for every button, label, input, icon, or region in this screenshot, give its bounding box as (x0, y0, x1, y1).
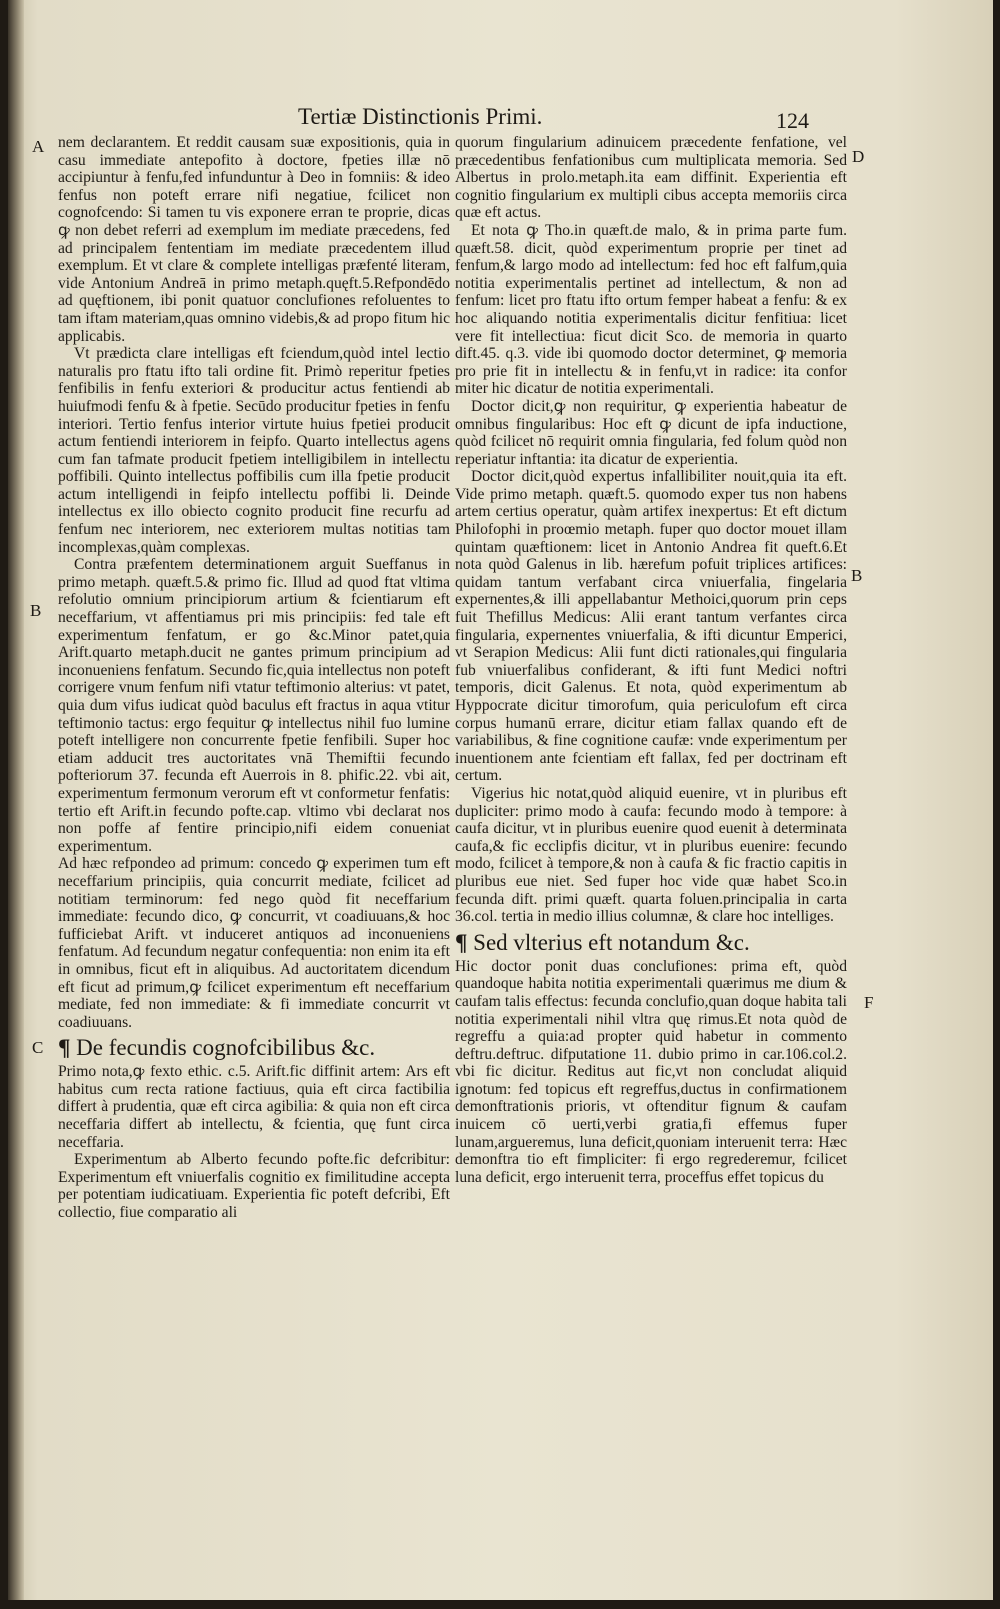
section-heading (455, 929, 847, 957)
paragraph: Vigerius hic notat,quòd aliquid euenire, vt in pluribus eft dupliciter: primo modo à caufa: fecundo modo à tempore: à caufa dicitur, vt in pluribus euenire quod euenit à determinata caufa,& fic ecclipfis dicitur, vt in pluribus euenire: fecundo modo, fcilicet à tempore,& non à caufa & fic fractio capitis in pluribus eue niet. Sed fuper hoc vide quæ habet Sco.in fecunda dift. primi quæft. quarta foluen.principalia in carta 36.col. tertia in medio illius columnæ, & clare hoc intelliges. (455, 784, 847, 926)
margin-letter-c: C (32, 1038, 44, 1057)
margin-letter-f: F (864, 993, 874, 1012)
paragraph: nem declarantem. Et reddit causam suæ expositionis, quia in casu immediate antepofito à doctore, fpeties illæ nō accipiuntur à fenfu,fed infunduntur à Deo in fomniis: & ideo fenfus non poteft errare nifi negatiue, fcilicet non cognofcendo: Si tamen tu vis exponere erran te proprie, dicas ꝙ non debet referri ad exemplum im mediate præcedens, fed ad principalem fententiam im mediate præcedentem illud exemplum. Et vt clare & complete intelligas præfenté literam, vide Antonium Andreā in primo metaph.quęft.5.Refpondēdo ad quęftionem, ibi ponit quatuor conclufiones refoluentes to tam iftam materiam,quas omnino videbis,& ad propo fitum hic applicabis. (58, 134, 450, 345)
right-column (455, 134, 847, 1186)
running-head: Tertiæ Distinctionis Primi. (298, 104, 543, 129)
paragraph: Hic doctor ponit duas conclufiones: prima eft, quòd quandoque habita notitia experimentali quærimus me dium & caufam talis effectus: fecunda conclufio,quan doque habita tali notitia experimentali nihil vltra quę rimus.Et nota quòd de regreffu a quia:ad propter quid habetur in commento deftru.deftruc. difputatione 11. dubio primo in car.106.col.2. vbi fic dicitur. Reditus aut fic,vt non concludat aliquid ignotum: fed topicus eft regreffus,ductus in confirmationem demonftrationis prioris, vt oftenditur fignum & caufam inuicem cō uerti,verbi gratia,fi effemus fuper lunam,argueremus, luna deficit,quoniam interuenit terra: Hæc demonftra tio eft fimpliciter: fi ergo regrederemur, fcilicet luna deficit, ergo interuenit terra, proceffus effet topicus du (455, 957, 847, 1186)
page-number: 124 (776, 108, 809, 133)
paragraph: Et nota ꝙ Tho.in quæft.de malo, & in prima parte fum. quæft.58. dicit, quòd experimentum proprie per tinet ad fenfum,& largo modo ad intellectum: fed hoc eft falfum,quia notitia experimentalis pertinet ad intellectum, & non ad fenfum: licet pro ftatu ifto ortum femper habeat a fenfu: & ex hoc aliquando notitia experimentalis dicitur fenfitiua: licet vere fit intellectiua: ficut dicit Sco. de memoria in quarto dift.45. q.3. vide ibi quomodo doctor determinet, ꝙ memoria pro prie fit in intellectu & in fenfu,vt in radice: ita confor miter hic dicatur de notitia experimentali. (455, 221, 847, 398)
paragraph: quorum fingularium adinuicem præcedente fenfatione, vel præcedentibus fenfationibus cum multiplicata memoria. Sed Albertus in prolo.metaph.ita eam diffinit. Experientia eft cognitio fingularium ex multipli cibus accepta memoriis circa quæ eft actus. (455, 134, 847, 222)
paragraph: Contra præfentem determinationem arguit Sueffanus in primo metaph. quæft.5.& primo fic. Illud ad quod ftat vltima refolutio omnium principiorum artium & fcientiarum eft neceffarium, vt affentiamus pri mis principiis: fed tale eft experimentum fenfatum, er go &c.Minor patet,quia Arift.quarto metaph.ducit ne gantes primum principium ad inconueniens fenfatum. Secundo fic,quia intellectus non poteft corrigere vnum fenfum nifi vtatur teftimonio alterius: vt patet, quia dum vifus iudicat quòd baculus eft fractus in aqua vtitur teftimonio tactus: ergo fequitur ꝙ intellectus nihil fuo lumine poteft intelligere non concurrente fpetie fenfibili. Super hoc etiam adducit tres auctoritates vnā Themiftii fecundo pofteriorum 37. fecunda eft Auerrois in 8. phific.22. vbi ait, experimentum fermonum verorum eft vt conformetur fenfatis: tertio eft Arift.in fecundo pofte.cap. vltimo vbi declarat nos non poffe af fentire principio,nifi eidem conueniat experimentum. (58, 556, 450, 855)
section-heading (58, 1034, 450, 1062)
paragraph: Primo nota,ꝙ fexto ethic. c.5. Arift.fic diffinit artem: Ars eft habitus cum recta ratione factiuus, quia eft circa factibilia differt à prudentia, quæ eft circa agibilia: & quia non eft circa neceffaria differt ab intellectu, & fcientia, quę funt circa neceffaria. (58, 1063, 450, 1151)
paragraph: Experimentum ab Alberto fecundo pofte.fic defcribitur: Experimentum eft vniuerfalis cognitio ex fimilitudine accepta per potentiam iudicatiuam. Experientia fic poteft defcribi, Eft collectio, fiue comparatio ali (58, 1151, 450, 1222)
page-gutter-shadow (8, 0, 24, 1600)
paragraph: Doctor dicit,quòd expertus infallibiliter nouit,quia ita eft. Vide primo metaph. quæft.5. quomodo exper tus non habens artem certius operatur, quàm artifex inexpertus: Et eft dictum Philofophi in proœmio metaph. fuper quo doctor mouet illam quintam quæftionem: licet in Antonio Andrea fit queft.6.Et nota quòd Galenus in lib. hærefum pofuit triplices artifices: quidam tantum verfabant circa vniuerfalia, fingelaria expernentes,& illi appellabantur Methoici,quorum prin ceps fuit Thefillus Medicus: Alii erant tantum verfantes circa fingularia, expernentes vniuerfalia, & ifti dicuntur Emperici, vt Serapion Medicus: Alii funt dicti rationales,qui fingularia fub vniuerfalibus confiderant, & ifti funt Medici noftri temporis, dicit Galenus. Et nota, quòd experimentum ab Hyppocrate dicitur timorofum, quia periculofum eft circa corpus humanū errare, dicitur etiam fallax quando eft de variabilibus, & fine cognitione caufæ: vnde experimentum per inuentionem ante fcientiam eft fallax, fed per doctrinam eft certum. (455, 468, 847, 785)
section-heading-text: De fecundis cognofcibilibus &c. (76, 1035, 376, 1061)
margin-letter-a: A (32, 137, 45, 156)
paragraph: Vt prædicta clare intelligas eft fciendum,quòd intel lectio naturalis pro ftatu ifto tali ordine fit. Primò reperitur fpeties fenfibilis in fenfu exteriori & producitur actus fentiendi ab huiufmodi fenfu & à fpetie. Secūdo producitur fpeties in fenfu interiori. Tertio fenfus interior virtute huius fpetiei producit actum fentiendi interiorem in feipfo. Quarto intellectus agens cum fan tafmate producit fpetiem intelligibilem in intellectu poffibili. Quinto intellectus poffibilis cum illa fpetie producit actum intelligendi in feipfo intellectu poffibi li. Deinde intellectus ex illo obiecto cognito producit fine recurfu ad fenfum nec interiorem, nec exteriorem multas notitias tam incomplexas,quàm complexas. (58, 345, 450, 556)
section-heading-text: Sed vlterius eft notandum &c. (473, 929, 750, 955)
book-page (8, 0, 993, 1600)
pilcrow-icon: ¶ (455, 929, 468, 955)
margin-letter-d: D (852, 147, 865, 166)
pilcrow-icon: ¶ (58, 1035, 71, 1061)
margin-letter-b: B (30, 601, 42, 620)
paragraph: Ad hæc refpondeo ad primum: concedo ꝙ experimen tum eft neceffarium principiis, quia concurrit mediate, fcilicet ad notitiam terminorum: fed nego quòd fit neceffarium immediate: fecundo dico, ꝙ concurrit, vt coadiuuans,& hoc fufficiebat Arift. vt induceret antiquos ad inconueniens fenfatum. Ad fecundum negatur confequentia: non enim ita eft in omnibus, ficut eft in aliquibus. Ad auctoritatem dicendum eft ficut ad primum,ꝙ fcilicet experimentum eft neceffarium mediate, fed non immediate: & fi immediate concurrit vt coadiuuans. (58, 855, 450, 1031)
paragraph: Doctor dicit,ꝙ non requiritur, ꝙ experientia habeatur de omnibus fingularibus: Hoc eft ꝙ dicunt de ipfa inductione, quòd fcilicet nō requirit omnia fingularia, fed folum quòd non reperiatur inftantia: ita dicatur de experientia. (455, 397, 847, 468)
margin-letter-b-right: B (851, 566, 863, 585)
left-column (58, 134, 450, 1222)
